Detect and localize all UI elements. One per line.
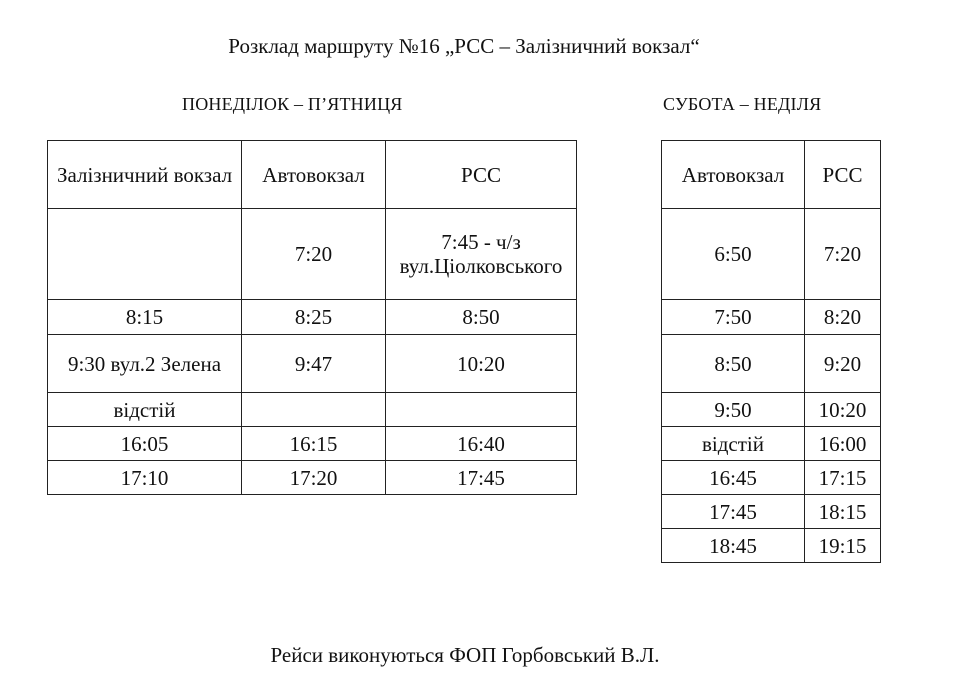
table-cell: 7:20 bbox=[242, 209, 386, 300]
table-row bbox=[48, 209, 577, 300]
table-cell: 17:45 bbox=[662, 495, 805, 529]
weekday-heading: ПОНЕДІЛОК – П’ЯТНИЦЯ bbox=[182, 94, 403, 114]
weekend-schedule-table bbox=[661, 140, 881, 563]
table-row bbox=[662, 209, 881, 300]
table-cell: 17:20 bbox=[242, 461, 386, 495]
table-header-row bbox=[48, 141, 577, 209]
table-cell: 16:00 bbox=[805, 427, 881, 461]
table-cell: 16:05 bbox=[48, 427, 242, 461]
table-cell: відстій bbox=[48, 393, 242, 427]
table-header-row bbox=[662, 141, 881, 209]
table-cell: 8:25 bbox=[242, 300, 386, 335]
table-cell: 18:15 bbox=[805, 495, 881, 529]
column-header-railway-station: Залізничний вокзал bbox=[48, 141, 242, 209]
column-header-rss: РСС bbox=[386, 141, 577, 209]
table-cell: 10:20 bbox=[386, 335, 577, 393]
table-cell: 8:15 bbox=[48, 300, 242, 335]
table-cell bbox=[48, 209, 242, 300]
table-row bbox=[48, 461, 577, 495]
table-cell: 8:50 bbox=[386, 300, 577, 335]
table-cell: 9:50 bbox=[662, 393, 805, 427]
table-cell: 19:15 bbox=[805, 529, 881, 563]
page-title: Розклад маршруту №16 „РСС – Залізничний вокзал“ bbox=[228, 34, 700, 58]
table-cell: 10:20 bbox=[805, 393, 881, 427]
table-row bbox=[48, 427, 577, 461]
table-cell bbox=[386, 393, 577, 427]
table-cell: 16:40 bbox=[386, 427, 577, 461]
table-cell: 7:50 bbox=[662, 300, 805, 335]
table-cell: відстій bbox=[662, 427, 805, 461]
table-cell: 9:20 bbox=[805, 335, 881, 393]
weekend-heading: СУБОТА – НЕДІЛЯ bbox=[663, 94, 822, 114]
table-cell bbox=[242, 393, 386, 427]
table-cell: 17:15 bbox=[805, 461, 881, 495]
table-row bbox=[662, 427, 881, 461]
table-row bbox=[662, 335, 881, 393]
table-cell: 17:45 bbox=[386, 461, 577, 495]
table-cell: 17:10 bbox=[48, 461, 242, 495]
table-cell: 16:15 bbox=[242, 427, 386, 461]
table-cell: 6:50 bbox=[662, 209, 805, 300]
table-cell: 9:30 вул.2 Зелена bbox=[48, 335, 242, 393]
table-cell: 16:45 bbox=[662, 461, 805, 495]
table-row bbox=[662, 300, 881, 335]
table-row bbox=[662, 393, 881, 427]
table-cell: 8:20 bbox=[805, 300, 881, 335]
table-row bbox=[48, 335, 577, 393]
table-cell: 18:45 bbox=[662, 529, 805, 563]
table-cell: 7:45 - ч/з вул.Ціолковського bbox=[386, 209, 577, 300]
column-header-bus-station: Автовокзал bbox=[242, 141, 386, 209]
column-header-bus-station: Автовокзал bbox=[662, 141, 805, 209]
weekday-schedule-table bbox=[47, 140, 577, 495]
operator-note: Рейси виконуються ФОП Горбовський В.Л. bbox=[270, 643, 660, 667]
table-cell: 9:47 bbox=[242, 335, 386, 393]
table-row bbox=[48, 393, 577, 427]
table-cell: 8:50 bbox=[662, 335, 805, 393]
table-row bbox=[48, 300, 577, 335]
table-cell: 7:20 bbox=[805, 209, 881, 300]
table-row bbox=[662, 495, 881, 529]
table-row bbox=[662, 461, 881, 495]
table-row bbox=[662, 529, 881, 563]
column-header-rss: РСС bbox=[805, 141, 881, 209]
